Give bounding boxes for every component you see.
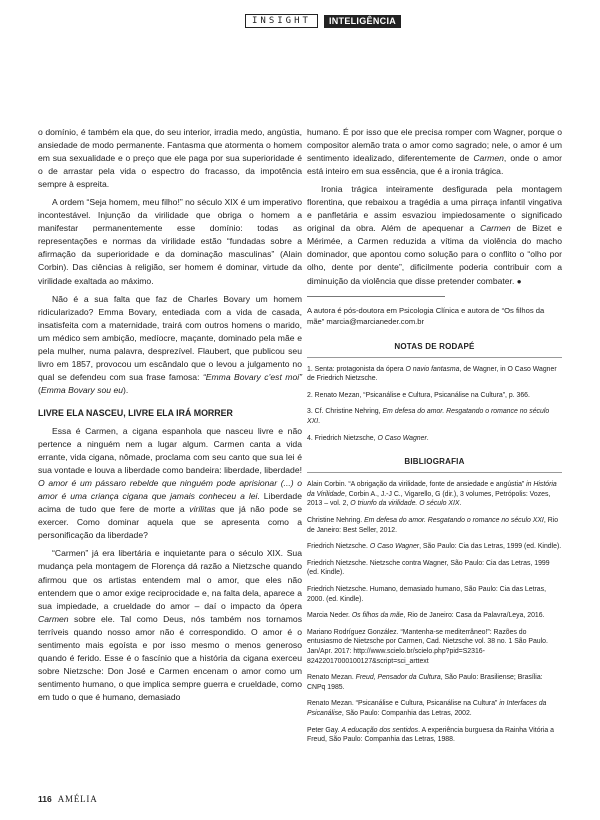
bibliography-list <box>307 480 562 744</box>
section-tag: INTELIGÊNCIA <box>324 15 401 28</box>
text-run: , São Paulo: Brasiliense; Brasília: CNPq 1985. <box>307 674 543 691</box>
text-run: , São Paulo: Companhia das Letras, 2002. <box>341 709 472 717</box>
text-run: ( <box>38 384 41 395</box>
text-run: , de Wagner, in O Caso Wagner de Friedrich Nietzsche. <box>307 365 557 383</box>
text-run: Mariano Rodríguez González. “Mantenha-se mediterrâneo!”: Razões do entusiasmo de Nietzsche por Carmen, Cad. Nietzsche vol. 38 no. 1 São Paulo. Jan/Apr. 2017: http://www.scielo.br/scielo.php?pid=S2316-82422017000100127&script=sci_arttext <box>307 628 548 665</box>
text-run: Renato Mezan. “Psicanálise e Cultura, Psicanálise na Cultura” <box>307 700 500 708</box>
left-column <box>38 126 302 704</box>
footnotes-list <box>307 365 562 444</box>
reference-item <box>307 542 562 552</box>
paragraph: A ordem “Seja homem, meu filho!” no século XIX é um imperativo incontestável. Injunção da virilidade que obriga o homem a manifestar permanentemente esse domínio: todas as representações e normas da virilidade estão “fundadas sobre a afirmação da superioridade e da dominação masculinas” (Alain Corbin). Das ciências à religião, ser homem é dominar, virtude da virilidade exaltada ao máximo. <box>38 197 302 286</box>
text-run: Peter Gay. <box>307 726 342 734</box>
emphasis: O amor é um pássaro rebelde que ninguém pode aprisionar (...) o amor é uma criança cigana que jamais conheceu a lei <box>38 478 302 502</box>
emphasis: Carmen <box>38 613 69 624</box>
reference-item <box>307 628 562 666</box>
end-of-article-mark: ● <box>516 276 522 286</box>
reference-item <box>307 699 562 718</box>
text-run: , Rio de Janeiro: Best Seller, 2012. <box>307 517 559 534</box>
bibliography-heading: BIBLIOGRAFIA <box>307 455 562 473</box>
emphasis: Em defesa do amor. Resgatando o romance no século XXI <box>364 517 544 524</box>
text-run: Renato Mezan. <box>307 674 356 682</box>
subheading: LIVRE ELA NASCEU, LIVRE ELA IRÁ MORRER <box>38 407 233 418</box>
text-run: , Corbin A., J.-J C., Vigarello, G (dir.), 3 volumes, Petrópolis: Vozes, 2013 – vol. 2, <box>307 490 551 508</box>
page-footer <box>38 794 98 804</box>
emphasis: Os filhos da mãe <box>351 612 404 620</box>
paragraph <box>38 547 302 704</box>
text-run: . A experiência burguesa da Rainha Vitória a Freud, São Paulo: Companhia das Letras, 1988. <box>307 726 554 744</box>
text-run: Alain Corbin. “A obrigação da virilidade, fonte de ansiedade e angústia” <box>307 481 527 489</box>
text-run: , São Paulo: Cia das Letras, 1999 (ed. Kindle). <box>419 543 562 551</box>
notes-heading: NOTAS DE RODAPÉ <box>307 340 562 358</box>
footnote-item <box>307 391 562 401</box>
emphasis: virilitas <box>189 504 216 515</box>
magazine-name: AMÉLIA <box>57 794 98 804</box>
emphasis: O Caso Wagner <box>377 434 427 442</box>
text-run: que já não pode se exercer. Como dominar aquela que se apresenta como a personificação da liberdade? <box>38 504 302 541</box>
text-run: sobre ele. Tal como Deus, nós também nos tornamos terríveis quando nosso amor não é correspondido. O amor é o sentimento mais egoísta e por isso mesmo o menos generoso quando é ferido. Esse é o fascínio que a história da cigana exerceu sobre Nietzsche: Don José e Carmen encenam o amor como um sentimento humano, o que implica sempre guerra e crueldade, como em tudo o que é humano, demasiado <box>38 613 302 702</box>
emphasis: A educação dos sentidos <box>341 726 419 734</box>
text-run: humano. É por isso que ele precisa romper com Wagner, porque o compositor alemão trata o amor como sagrado; nele, o amor é um sentimento idealizado, diferentemente de <box>307 127 562 164</box>
reference-item <box>307 611 562 621</box>
insight-tag: INSIGHT <box>245 14 318 28</box>
emphasis: O navio fantasma <box>405 365 460 373</box>
page-number: 116 <box>38 794 52 804</box>
divider <box>307 296 445 297</box>
emphasis: in História da Virilidade <box>307 481 557 498</box>
text-run: de Bizet e Mérimée, a Carmen reduzida a vítima da violência do macho dominador, que apontou como solução para o conflito o “olho por olho, dente por dente”, dificilmente poderia contribuir com a diminuição da violência que disse pretender combater. <box>307 223 563 286</box>
footnote-item <box>307 434 562 444</box>
text-run: . <box>318 417 321 425</box>
emphasis: in Interfaces da Psicanálise <box>307 700 547 717</box>
reference-item <box>307 559 562 578</box>
text-run: “Carmen” já era libertária e inquietante para o século XIX. Sua mudança pela montagem de Florença dá razão a Nietzsche quando afirmou que os artistas entendem mal o amor, que eles não entendem que o amor exige reciprocidade e, na falta dela, aparece a sua impiedade, a crueldade do amor – daí o impacto da ópera <box>38 548 302 611</box>
emphasis: Freud, Pensador da Cultura <box>355 674 441 682</box>
paragraph <box>307 183 562 287</box>
emphasis: Emma Bovary sou eu <box>40 384 124 395</box>
text-run: 4. Friedrich Nietzsche, <box>307 434 378 442</box>
text-run: Não é a sua falta que faz de Charles Bovary um homem ridicularizado? Emma Bovary, entediada com a vida de casada, insatisfeita com a maternidade, trairá com outros homens o marido, um médico sem ambição, medíocre, maçante, dominado pela mãe e pela mulher, numa palavra, desprezível. Flaubert, que publicou seu livro em 1857, provocou um escândalo que o levou a julgamento no qual se defendeu com sua frase famosa: <box>38 293 302 382</box>
text-run: Christine Nehring. <box>307 517 365 524</box>
text-run: . <box>459 500 462 508</box>
text-run: . Liberdade acima de tudo que fere de morte a <box>38 491 302 515</box>
emphasis: Carmen <box>473 153 504 164</box>
footnote-item <box>307 407 562 426</box>
text-run: , onde o amor está inteiro em sua essência, que é a ironia trágica. <box>307 153 562 177</box>
emphasis: Carmen <box>480 223 511 234</box>
text-run: Essa é Carmen, a cigana espanhola que nasceu livre e não pertence a ninguém nem a lugar algum. Carmen canta a vida errante, vida cigana, nômade, proclama com seu canto que sua lei é sua vontade e louva a liberdade como bandeira: liberdade, liberdade! <box>38 425 302 476</box>
text-run: 2. Renato Mezan, “Psicanálise e Cultura, Psicanálise na Cultura”, p. 366. <box>307 391 530 399</box>
text-run: Friedrich Nietzsche. <box>307 543 370 551</box>
text-run: , Rio de Janeiro: Casa da Palavra/Leya, 2016. <box>403 612 545 620</box>
footnote-item <box>307 365 562 384</box>
author-bio: A autora é pós-doutora em Psicologia Clínica e autora de “Os filhos da mãe” marcia@marcianeder.com.br <box>307 305 545 327</box>
emphasis: O triunfo da virilidade. O século XIX <box>350 500 460 508</box>
section-header <box>245 14 401 28</box>
text-run: 3. Cf. Christine Nehring, <box>307 408 383 416</box>
paragraph: o domínio, é também ela que, do seu interior, irradia medo, angústia, ansiedade de modo permanente. Fantasma que atormenta o homem em sua sexualidade e o preço que ele paga por sua superioridade é o de arrastar pela vida o espectro do fracasso, da impotência sempre à espreita. <box>38 127 302 190</box>
emphasis: Em defesa do amor. Resgatando o romance no século XXI <box>307 408 550 425</box>
emphasis: O Caso Wagner <box>369 543 420 551</box>
reference-item <box>307 585 562 604</box>
text-run: ). <box>123 384 129 395</box>
reference-item <box>307 516 562 535</box>
paragraph <box>38 425 302 542</box>
text-run: Friedrich Nietzsche. Humano, demasiado humano, São Paulo: Cia das Letras, 2000. (ed. Kindle). <box>307 585 546 603</box>
text-run: . <box>426 434 429 442</box>
text-run: Marcia Neder. <box>307 612 352 620</box>
text-run: Ironia trágica inteiramente desfigurada pela montagem florentina, que rebaixou a tragédia a uma pirraça infantil vingativa e panfletária e assim esvaziou impiedosamente o significado original da obra. Além de apequenar a <box>307 184 562 234</box>
text-run: 1. Senta: protagonista da ópera <box>307 365 406 373</box>
paragraph <box>307 126 562 178</box>
reference-item <box>307 480 562 509</box>
emphasis: “Emma Bovary c’est moi” <box>202 371 302 382</box>
text-run: Friedrich Nietzsche. Nietzsche contra Wagner, São Paulo: Cia das Letras, 1999 (ed. Kindle). <box>307 559 550 577</box>
reference-item <box>307 726 562 745</box>
paragraph <box>38 293 302 397</box>
right-column <box>307 126 562 745</box>
reference-item <box>307 673 562 692</box>
